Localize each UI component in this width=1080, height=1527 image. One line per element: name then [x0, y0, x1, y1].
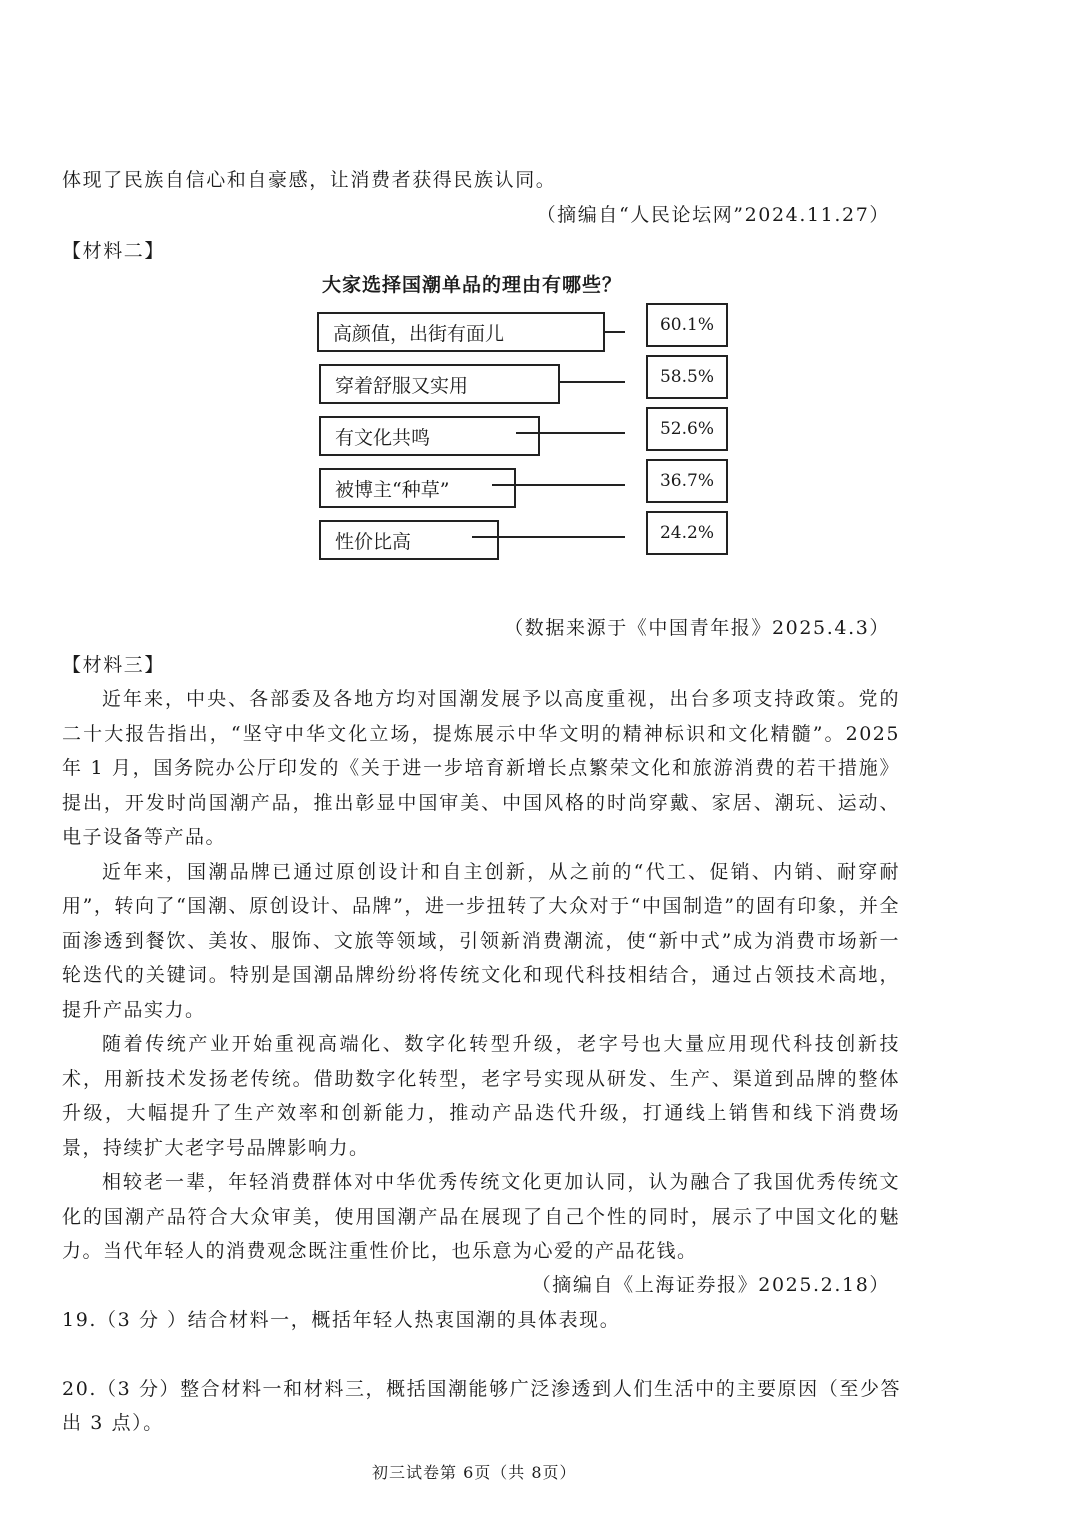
- chart-value-label: 24.2%: [659, 523, 714, 543]
- chart-value-1: [646, 303, 728, 347]
- chart-category-label: 被博主“种草”: [335, 478, 450, 501]
- source-3: （摘编自《上海证券报》2025.2.18）: [531, 1274, 890, 1296]
- top-line: 体现了民族自信心和自豪感，让消费者获得民族认同。: [62, 169, 557, 191]
- question-20-line-2: 出 3 点）。: [62, 1412, 164, 1434]
- chart-value-3: [646, 407, 728, 451]
- chart-category-label: 穿着舒服又实用: [335, 374, 469, 397]
- question-19: 19.（3 分 ）结合材料一，概括年轻人热衷国潮的具体表现。: [62, 1309, 621, 1331]
- chart-category-1: [317, 312, 605, 352]
- chart-value-label: 36.7%: [659, 471, 714, 491]
- source-1: （摘编自“人民论坛网”2024.11.27）: [536, 204, 890, 226]
- chart-connector-2: [559, 381, 625, 383]
- chart-category-4: [319, 468, 516, 508]
- material-3-body: [62, 682, 900, 1269]
- chart-category-5: [319, 520, 499, 560]
- material-3-heading: 【材料三】: [62, 654, 166, 676]
- chart-category-2: [319, 364, 560, 404]
- chart-category-label: 有文化共鸣: [335, 426, 431, 449]
- chart-value-label: 58.5%: [659, 367, 714, 387]
- paragraph: 相较老一辈，年轻消费群体对中华优秀传统文化更加认同，认为融合了我国优秀传统文化的国潮产品符合大众审美，使用国潮产品在展现了自己个性的同时，展示了中国文化的魅力。当代年轻人的消费观念既注重性价比，也乐意为心爱的产品花钱。: [62, 1171, 900, 1262]
- chart-value-label: 60.1%: [659, 315, 714, 335]
- chart-connector-1: [603, 331, 625, 333]
- chart-value-label: 52.6%: [659, 419, 714, 439]
- material-2-heading: 【材料二】: [62, 240, 166, 262]
- chart-category-label: 性价比高: [335, 530, 412, 553]
- chart-category-label: 高颜值，出街有面儿: [333, 322, 505, 345]
- chart-connector-5: [472, 536, 625, 538]
- chart-connector-3: [516, 432, 625, 434]
- chart-title: 大家选择国潮单品的理由有哪些？: [322, 274, 623, 296]
- chart-category-3: [319, 416, 540, 456]
- chart-value-5: [646, 511, 728, 555]
- chart-value-2: [646, 355, 728, 399]
- chart-value-4: [646, 459, 728, 503]
- question-20-line-1: 20.（3 分）整合材料一和材料三，概括国潮能够广泛渗透到人们生活中的主要原因（至少答: [62, 1378, 902, 1400]
- paragraph: 近年来，中央、各部委及各地方均对国潮发展予以高度重视，出台多项支持政策。党的二十大报告指出，“坚守中华文化立场，提炼展示中华文明的精神标识和文化精髓”。2025 年 1 月，国务院办公厅印发的《关于进一步培育新增长点繁荣文化和旅游消费的若干措施》提出，开发时尚国潮产品，推出彰显中国审美、中国风格的时尚穿戴、家居、潮玩、运动、电子设备等产品。: [62, 688, 900, 848]
- chart-connector-4: [492, 484, 625, 486]
- source-2: （数据来源于《中国青年报》2025.4.3）: [504, 617, 890, 639]
- page-footer: 初三试卷第 6页（共 8页）: [372, 1463, 577, 1482]
- paragraph: 随着传统产业开始重视高端化、数字化转型升级，老字号也大量应用现代科技创新技术，用新技术发扬老传统。借助数字化转型，老字号实现从研发、生产、渠道到品牌的整体升级，大幅提升了生产效率和创新能力，推动产品迭代升级，打通线上销售和线下消费场景，持续扩大老字号品牌影响力。: [62, 1033, 900, 1159]
- paragraph: 近年来，国潮品牌已通过原创设计和自主创新，从之前的“代工、促销、内销、耐穿耐用”，转向了“国潮、原创设计、品牌”，进一步扭转了大众对于“中国制造”的固有印象，并全面渗透到餐饮、美妆、服饰、文旅等领域，引领新消费潮流，使“新中式”成为消费市场新一轮迭代的关键词。特别是国潮品牌纷纷将传统文化和现代科技相结合，通过占领技术高地，提升产品实力。: [62, 860, 900, 1021]
